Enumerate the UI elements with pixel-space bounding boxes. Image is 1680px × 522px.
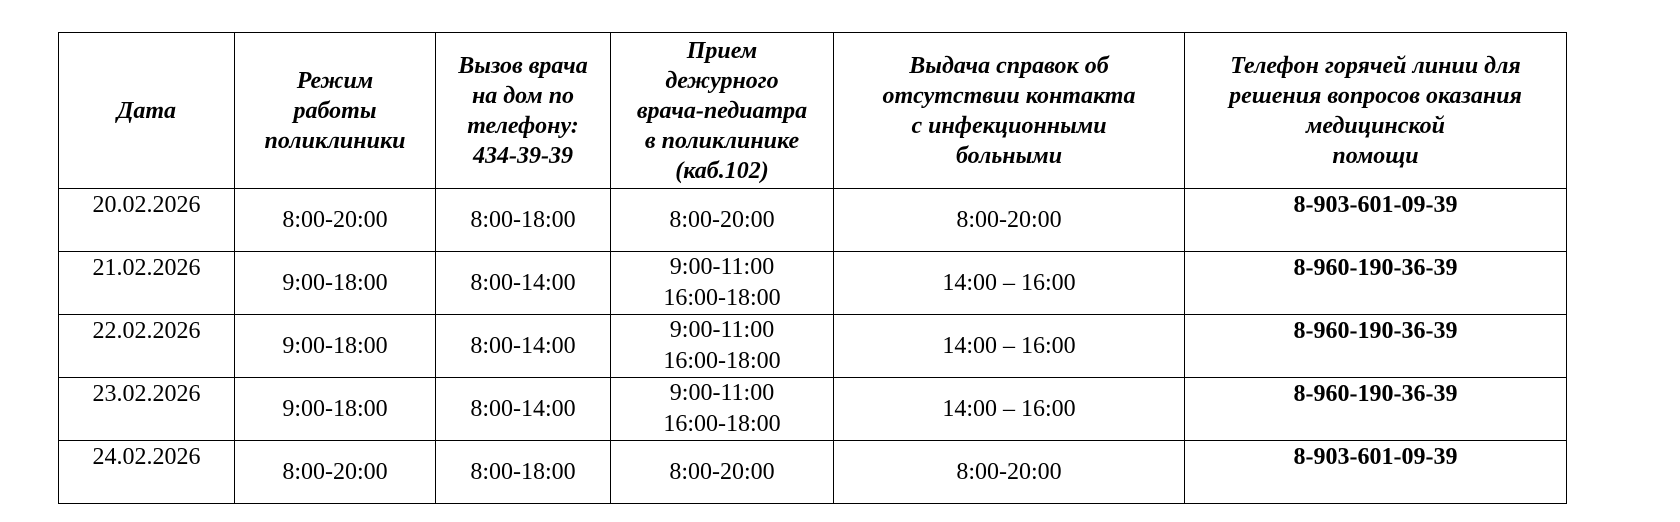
clinic-hours-cell: 9:00-18:00 bbox=[235, 378, 436, 441]
certificates-cell: 14:00 – 16:00 bbox=[834, 378, 1185, 441]
home-visit-cell: 8:00-18:00 bbox=[436, 441, 611, 504]
clinic-hours-cell: 9:00-18:00 bbox=[235, 315, 436, 378]
date-cell: 20.02.2026 bbox=[59, 189, 235, 252]
certificates-cell: 14:00 – 16:00 bbox=[834, 252, 1185, 315]
table-row bbox=[59, 315, 1567, 378]
table-row bbox=[59, 378, 1567, 441]
hotline-phone-cell: 8-960-190-36-39 bbox=[1185, 378, 1567, 441]
header-hotline: Телефон горячей линии для решения вопросов оказания медицинской помощи bbox=[1185, 33, 1567, 189]
duty-pediatrician-cell: 9:00-11:00 16:00-18:00 bbox=[611, 378, 834, 441]
table-header bbox=[59, 33, 1567, 189]
clinic-hours-cell: 8:00-20:00 bbox=[235, 441, 436, 504]
duty-pediatrician-cell: 8:00-20:00 bbox=[611, 189, 834, 252]
home-visit-cell: 8:00-18:00 bbox=[436, 189, 611, 252]
date-cell: 22.02.2026 bbox=[59, 315, 235, 378]
header-certificates: Выдача справок об отсутствии контакта с инфекционными больными bbox=[834, 33, 1185, 189]
header-clinic-hours: Режим работы поликлиники bbox=[235, 33, 436, 189]
header-date: Дата bbox=[59, 33, 235, 189]
table-body bbox=[59, 189, 1567, 504]
header-row bbox=[59, 33, 1567, 189]
hotline-phone-cell: 8-960-190-36-39 bbox=[1185, 315, 1567, 378]
hotline-phone-cell: 8-903-601-09-39 bbox=[1185, 441, 1567, 504]
table-row bbox=[59, 252, 1567, 315]
duty-pediatrician-cell: 9:00-11:00 16:00-18:00 bbox=[611, 315, 834, 378]
certificates-cell: 14:00 – 16:00 bbox=[834, 315, 1185, 378]
clinic-hours-cell: 8:00-20:00 bbox=[235, 189, 436, 252]
certificates-cell: 8:00-20:00 bbox=[834, 189, 1185, 252]
hotline-phone-cell: 8-960-190-36-39 bbox=[1185, 252, 1567, 315]
header-duty-pediatrician: Прием дежурного врача-педиатра в поликлинике (каб.102) bbox=[611, 33, 834, 189]
home-visit-cell: 8:00-14:00 bbox=[436, 378, 611, 441]
home-visit-cell: 8:00-14:00 bbox=[436, 252, 611, 315]
hotline-phone-cell: 8-903-601-09-39 bbox=[1185, 189, 1567, 252]
duty-pediatrician-cell: 8:00-20:00 bbox=[611, 441, 834, 504]
schedule-table bbox=[58, 32, 1567, 504]
table-row bbox=[59, 441, 1567, 504]
clinic-hours-cell: 9:00-18:00 bbox=[235, 252, 436, 315]
date-cell: 24.02.2026 bbox=[59, 441, 235, 504]
header-home-visit: Вызов врача на дом по телефону: 434-39-39 bbox=[436, 33, 611, 189]
table-row bbox=[59, 189, 1567, 252]
home-visit-cell: 8:00-14:00 bbox=[436, 315, 611, 378]
date-cell: 23.02.2026 bbox=[59, 378, 235, 441]
duty-pediatrician-cell: 9:00-11:00 16:00-18:00 bbox=[611, 252, 834, 315]
certificates-cell: 8:00-20:00 bbox=[834, 441, 1185, 504]
date-cell: 21.02.2026 bbox=[59, 252, 235, 315]
